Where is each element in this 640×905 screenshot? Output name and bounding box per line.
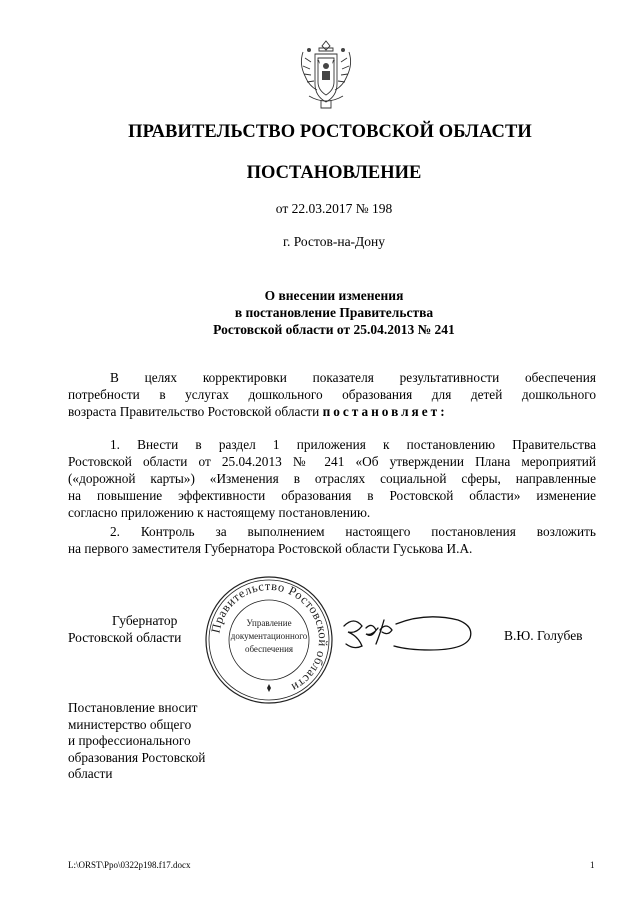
resolves-word: постановляет: (322, 404, 448, 419)
seal-center-line: обеспечения (244, 644, 294, 654)
seal-center-line: Управление (246, 618, 292, 628)
position-line: Ростовской области (68, 630, 182, 645)
official-seal-stamp (203, 574, 335, 706)
seal-ring-text: Правительство Ростовской области (208, 578, 331, 695)
signatory-name: В.Ю. Голубев (504, 628, 583, 643)
document-type: ПОСТАНОВЛЕНИЕ (246, 163, 422, 183)
clause-2-paragraph (68, 523, 596, 557)
introducer-line: области (68, 766, 113, 781)
coat-of-arms-emblem (295, 38, 357, 110)
seal-center-line: документационного (230, 631, 308, 641)
paragraph-line: В целях корректировки показателя результативности обеспечения (110, 370, 596, 385)
footer-file-path: L:\ORST\Ppo\0322p198.f17.docx (68, 860, 191, 870)
paragraph-line: 2. Контроль за выполнением настоящего постановления возложить (110, 524, 596, 539)
document-city: г. Ростов-на-Дону (282, 234, 385, 249)
subject-line: Ростовской области от 25.04.2013 № 241 (213, 322, 455, 337)
paragraph-line (68, 403, 596, 420)
paragraph-line: согласно приложению к настоящему постановлению. (68, 505, 371, 520)
paragraph-line: 1. Внести в раздел 1 приложения к постановлению Правительства (110, 437, 596, 452)
introduced-by-block (68, 700, 205, 783)
subject-line: О внесении изменения (264, 288, 404, 303)
preamble-paragraph (68, 369, 596, 420)
document-date-number: от 22.03.2017 № 198 (275, 201, 393, 216)
introducer-line: и профессионального (68, 733, 191, 748)
clause-1-paragraph (68, 436, 596, 521)
government-title: ПРАВИТЕЛЬСТВО РОСТОВСКОЙ ОБЛАСТИ (128, 122, 532, 142)
introducer-line: образования Ростовской (68, 749, 206, 765)
document-subject (0, 287, 640, 338)
introducer-line: министерство общего (68, 716, 192, 732)
paragraph-line: потребности в услугах дошкольного образования для детей дошкольного (68, 387, 596, 402)
handwritten-signature (338, 606, 478, 660)
paragraph-line: Ростовской области от 25.04.2013 № 241 «Об утверждении Плана мероприятий (68, 454, 596, 469)
paragraph-line: на первого заместителя Губернатора Ростовской области Гуськова И.А. (68, 541, 473, 556)
paragraph-text: возраста Правительство Ростовской области (68, 404, 323, 419)
footer-page-number: 1 (590, 860, 595, 870)
paragraph-line: («дорожной карты») «Изменения в отраслях социальной сферы, направленные (68, 471, 596, 486)
signatory-position (68, 612, 181, 646)
introducer-line: Постановление вносит (68, 700, 198, 715)
paragraph-line: на повышение эффективности образования в Ростовской области» изменение (68, 488, 596, 503)
position-line: Губернатор (112, 613, 178, 628)
subject-line: в постановление Правительства (234, 305, 434, 320)
